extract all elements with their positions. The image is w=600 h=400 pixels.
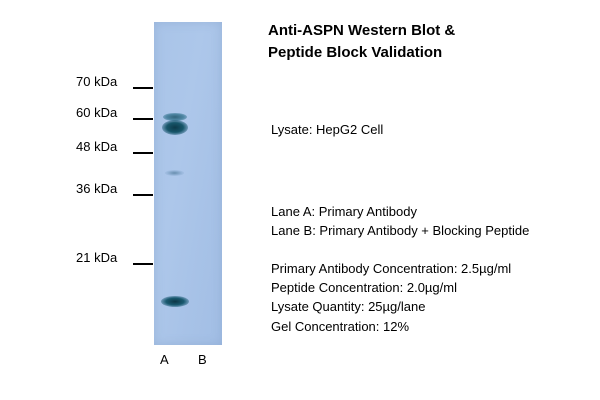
figure-title — [268, 20, 588, 64]
ladder-tick-48kda — [133, 152, 153, 154]
ladder-label-36kda: 36 kDa — [76, 181, 118, 196]
protein-band-55kda — [162, 120, 188, 135]
figure-title-line-1: Anti-ASPN Western Blot & — [268, 22, 456, 39]
lane-a-description: Lane A: Primary Antibody — [271, 204, 417, 219]
ladder-label-21kda: 21 kDa — [76, 250, 118, 265]
lane-label-b: B — [198, 352, 207, 367]
experiment-details — [271, 259, 511, 336]
peptide-concentration: Peptide Concentration: 2.0µg/ml — [271, 280, 457, 296]
lysate-quantity: Lysate Quantity: 25µg/lane — [271, 299, 426, 315]
figure-title-line-2: Peptide Block Validation — [268, 43, 443, 61]
lysate-text: Lysate: HepG2 Cell — [271, 122, 384, 137]
protein-band-18kda — [161, 296, 189, 307]
lane-descriptions — [271, 203, 529, 241]
primary-antibody-concentration: Primary Antibody Concentration: 2.5µg/ml — [271, 261, 512, 276]
blot-membrane — [154, 22, 222, 345]
gel-concentration: Gel Concentration: 12% — [271, 318, 410, 334]
lane-b-description: Lane B: Primary Antibody + Blocking Peptide — [271, 222, 530, 238]
lane-label-a: A — [160, 352, 169, 367]
ladder-tick-36kda — [133, 194, 153, 196]
ladder-label-60kda: 60 kDa — [76, 105, 118, 120]
ladder-label-48kda: 48 kDa — [76, 139, 118, 154]
ladder-label-70kda: 70 kDa — [76, 74, 118, 89]
ladder-tick-60kda — [133, 118, 153, 120]
ladder-tick-70kda — [133, 87, 153, 89]
ladder-tick-21kda — [133, 263, 153, 265]
protein-band-38kda — [165, 170, 184, 176]
